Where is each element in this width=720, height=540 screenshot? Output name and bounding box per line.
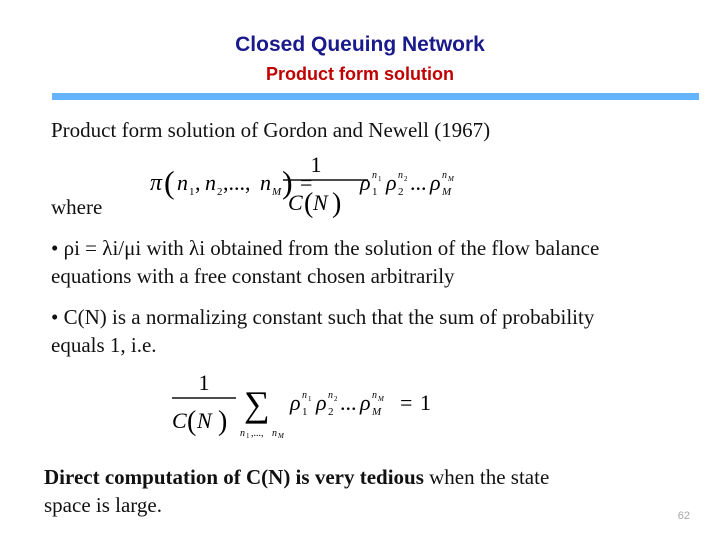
svg-text:1: 1 [308, 395, 312, 403]
svg-text:2: 2 [404, 175, 408, 183]
intro-text: Product form solution of Gordon and Newell (1967) [51, 118, 491, 142]
svg-text:M: M [378, 395, 384, 403]
svg-text:,: , [195, 170, 201, 195]
svg-text:n: n [272, 428, 277, 439]
svg-text:M: M [372, 406, 382, 418]
svg-text:n: n [302, 390, 307, 401]
bullet-normalizing-line2: equals 1, i.e. [51, 333, 157, 357]
svg-text:): ) [218, 406, 228, 437]
svg-text:ρ: ρ [386, 170, 397, 195]
svg-text:): ) [282, 164, 293, 200]
svg-text:): ) [332, 188, 342, 219]
svg-text:ρ: ρ [290, 390, 301, 415]
svg-text:N: N [197, 408, 212, 433]
svg-text:n: n [398, 170, 403, 181]
svg-text:n: n [205, 170, 216, 195]
svg-text:n: n [240, 428, 245, 439]
svg-text:,...,: ,..., [223, 170, 251, 195]
svg-text:1: 1 [246, 432, 250, 440]
svg-text:(: ( [187, 406, 197, 437]
svg-text:...: ... [410, 170, 427, 195]
svg-text:M: M [448, 175, 454, 183]
svg-text:(: ( [164, 164, 175, 200]
svg-text:n: n [372, 170, 377, 181]
normalization-formula [168, 368, 458, 440]
conclusion-emphasis: Direct computation of C(N) is very tedious [44, 465, 424, 489]
svg-text:C: C [172, 408, 187, 433]
bullet-flow-balance-line1: • ρi = λi/μi with λi obtained from the solution of the flow balance [51, 236, 600, 260]
slide-title: Closed Queuing Network [235, 33, 485, 56]
page-number: 62 [677, 510, 690, 522]
svg-text:1: 1 [189, 186, 195, 198]
svg-text:ρ: ρ [360, 170, 371, 195]
slide-subtitle: Product form solution [266, 64, 454, 84]
conclusion-rest: when the state [423, 465, 550, 489]
svg-text:N: N [313, 190, 328, 215]
svg-text:1: 1 [420, 390, 431, 415]
svg-text:M: M [442, 186, 452, 198]
svg-text:1: 1 [302, 406, 308, 418]
svg-text:1: 1 [198, 370, 210, 395]
product-form-formula [150, 148, 480, 220]
svg-text:π: π [150, 170, 163, 196]
svg-text:1: 1 [310, 152, 322, 177]
svg-text:n: n [372, 390, 377, 401]
svg-text:(: ( [304, 188, 314, 219]
svg-text:C: C [288, 190, 303, 215]
svg-text:ρ: ρ [360, 390, 371, 415]
svg-text:n: n [260, 170, 271, 195]
svg-text:,...,: ,..., [251, 428, 264, 439]
svg-text:1: 1 [378, 175, 382, 183]
svg-text:n: n [177, 170, 188, 195]
svg-text:2: 2 [217, 186, 223, 198]
svg-text:2: 2 [398, 186, 404, 198]
svg-text:=: = [300, 170, 313, 195]
svg-text:M: M [272, 186, 282, 198]
svg-text:2: 2 [328, 406, 334, 418]
where-label: where [51, 195, 103, 219]
svg-text:1: 1 [372, 186, 378, 198]
bullet-flow-balance-line2: equations with a free constant chosen arbitrarily [51, 264, 455, 288]
title-divider [52, 93, 699, 100]
svg-text:n: n [328, 390, 333, 401]
bullet-normalizing-line1: • C(N) is a normalizing constant such that the sum of probability [51, 305, 595, 329]
svg-text:ρ: ρ [430, 170, 441, 195]
svg-text:ρ: ρ [316, 390, 327, 415]
svg-text:=: = [400, 390, 413, 415]
svg-text:∑: ∑ [244, 384, 270, 424]
conclusion-line2: space is large. [44, 493, 162, 517]
svg-text:2: 2 [334, 395, 338, 403]
conclusion-line1 [44, 463, 549, 491]
svg-text:...: ... [340, 390, 357, 415]
svg-text:n: n [442, 170, 447, 181]
svg-text:M: M [278, 432, 284, 440]
